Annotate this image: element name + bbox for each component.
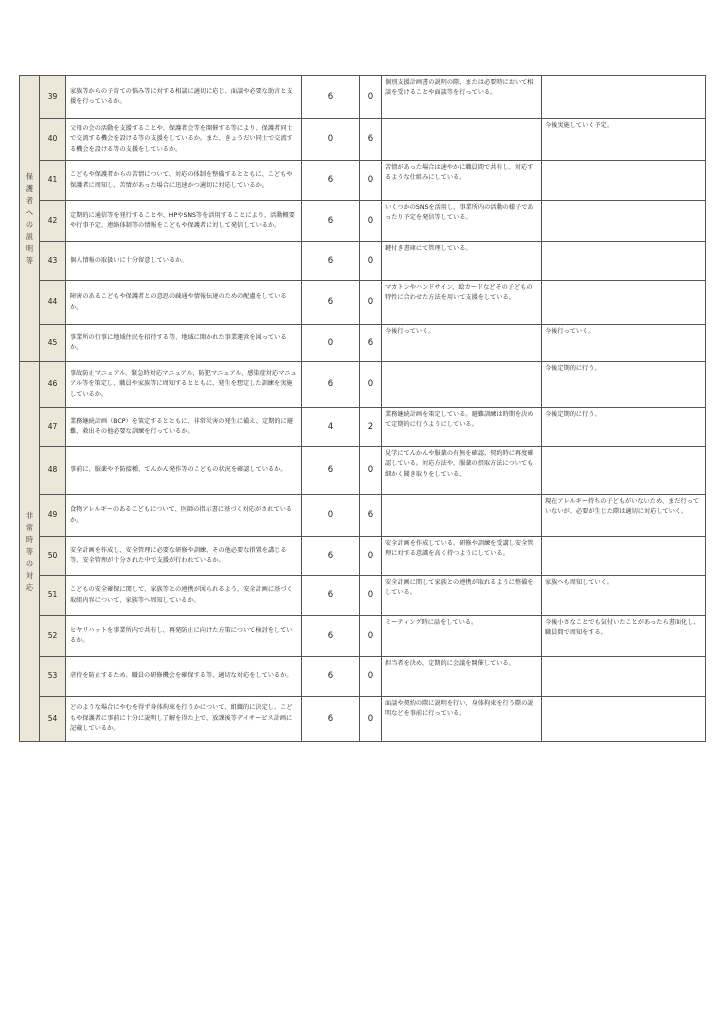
improvement-plan: 今後行っていく。 [542,325,706,362]
improvement-plan [542,697,706,742]
item-text: 定期的に通信等を発行することや、HPやSNS等を活用することにより、活動概要や行事予定、連絡体制等の情報をこどもや保護者に対して発信しているか。 [66,201,302,242]
improvement-plan: 今後定期的に行う。 [542,408,706,447]
no-count: 0 [360,657,382,697]
item-number: 54 [40,697,66,742]
yes-count: 6 [302,161,360,201]
item-number: 50 [40,537,66,576]
item-text: 虐待を防止するため、職員の研修機会を確保する等、適切な対応をしているか。 [66,657,302,697]
table-row [20,697,706,742]
status-note: ミーティング時に話をしている。 [382,616,542,657]
item-text: こどもや保護者からの苦情について、対応の体制を整備するとともに、こどもや保護者に周知し、苦情があった場合に迅速かつ適切に対応しているか。 [66,161,302,201]
improvement-plan: 今後定期的に行う。 [542,362,706,408]
table-row [20,325,706,362]
no-count: 6 [360,495,382,537]
yes-count: 6 [302,616,360,657]
improvement-plan [542,447,706,495]
table-row [20,408,706,447]
section-category [20,76,40,362]
improvement-plan: 今後小さなことでも気付いたことがあったら書面化し、職員間で周知をする。 [542,616,706,657]
yes-count: 6 [302,201,360,242]
status-note: 苦情があった場合は速やかに職員間で共有し、対応するような仕組みにしている。 [382,161,542,201]
item-number: 45 [40,325,66,362]
evaluation-table [19,75,706,742]
section-category [20,362,40,742]
status-note: いくつかのSNSを活用し、事業所内の活動の様子であったり予定を発信等している。 [382,201,542,242]
item-number: 47 [40,408,66,447]
status-note: 安全計画を作成している。研修や訓練を受講し安全管理に対する意識を高く持つようにしている。 [382,537,542,576]
no-count: 6 [360,119,382,161]
item-text: こどもの安全確保に関して、家族等との連携が図られるよう、安全計画に基づく取組内容について、家族等へ周知しているか。 [66,576,302,616]
item-text: 業務継続計画（BCP）を策定するとともに、非常災害の発生に備え、定期的に避難、救出その他必要な訓練を行っているか。 [66,408,302,447]
table-row [20,76,706,119]
status-note: マカトンやハンドサイン、絵カードなどその子どもの特性に合わせた方法を用いて支援をしている。 [382,281,542,325]
item-number: 44 [40,281,66,325]
item-text: 事前に、服薬や予防接種、てんかん発作等のこどもの状況を確認しているか。 [66,447,302,495]
item-text: 父母の会の活動を支援することや、保護者会等を開催する等により、保護者同士で交流する機会を設ける等の支援をしているか。また、きょうだい同士で交流する機会を設ける等の支援をしているか。 [66,119,302,161]
yes-count: 6 [302,242,360,281]
improvement-plan [542,76,706,119]
status-note: 鍵付き書庫にて管理している。 [382,242,542,281]
table-row [20,201,706,242]
item-text: 事業所の行事に地域住民を招待する等、地域に開かれた事業運営を図っているか。 [66,325,302,362]
table-row [20,537,706,576]
no-count: 0 [360,616,382,657]
improvement-plan [542,242,706,281]
improvement-plan [542,537,706,576]
yes-count: 6 [302,76,360,119]
item-text: 家族等からの子育ての悩み等に対する相談に適切に応じ、面談や必要な助言と支援を行っているか。 [66,76,302,119]
yes-count: 0 [302,325,360,362]
improvement-plan: 家族へも周知していく。 [542,576,706,616]
yes-count: 6 [302,281,360,325]
table-row [20,657,706,697]
no-count: 0 [360,201,382,242]
item-text: 安全計画を作成し、安全管理に必要な研修や訓練、その他必要な措置を講じる等、安全管理が十分された中で支援が行われているか。 [66,537,302,576]
status-note [382,119,542,161]
item-number: 40 [40,119,66,161]
status-note: 業務継続計画を策定している。避難訓練は時期を決めて定期的に行うようにしている。 [382,408,542,447]
improvement-plan: 今後実施していく予定。 [542,119,706,161]
yes-count: 6 [302,576,360,616]
yes-count: 6 [302,447,360,495]
status-note: 個別支援計画書の説明の際、または必要時において相談を受けることや面談等を行っている。 [382,76,542,119]
table-row [20,447,706,495]
item-text: 障害のあるこどもや保護者との意思の疎通や情報伝達のための配慮をしているか。 [66,281,302,325]
improvement-plan [542,161,706,201]
no-count: 0 [360,76,382,119]
table-row [20,119,706,161]
item-number: 53 [40,657,66,697]
status-note: 担当者を決め、定期的に会議を開催している。 [382,657,542,697]
item-number: 39 [40,76,66,119]
item-number: 48 [40,447,66,495]
no-count: 0 [360,161,382,201]
yes-count: 6 [302,537,360,576]
no-count: 0 [360,242,382,281]
item-text: 個人情報の取扱いに十分留意しているか。 [66,242,302,281]
status-note: 見学にてんかんや服薬の有無を確認。契約時に再度確認している。対応方法や、服薬の摂取方法についても細かく聞き取りをしている。 [382,447,542,495]
improvement-plan [542,657,706,697]
status-note [382,362,542,408]
item-text: ヒヤリハットを事業所内で共有し、再発防止に向けた方策について検討をしているか。 [66,616,302,657]
no-count: 0 [360,281,382,325]
item-text: 事故防止マニュアル、緊急時対応マニュアル、防犯マニュアル、感染症対応マニュアル等を策定し、職員や家族等に周知するとともに、発生を想定した訓練を実施しているか。 [66,362,302,408]
no-count: 0 [360,697,382,742]
yes-count: 6 [302,362,360,408]
no-count: 2 [360,408,382,447]
improvement-plan: 現在アレルギー持ちの子どもがいないため、まだ行っていないが、必要が生じた際は適切に対応していく。 [542,495,706,537]
no-count: 0 [360,362,382,408]
status-note [382,495,542,537]
no-count: 0 [360,447,382,495]
improvement-plan [542,201,706,242]
status-note: 安全計画に関して家族との連携が取れるように整備をしている。 [382,576,542,616]
item-number: 52 [40,616,66,657]
no-count: 0 [360,576,382,616]
table-row [20,161,706,201]
table-row [20,281,706,325]
no-count: 6 [360,325,382,362]
no-count: 0 [360,537,382,576]
yes-count: 4 [302,408,360,447]
item-number: 49 [40,495,66,537]
item-number: 41 [40,161,66,201]
yes-count: 6 [302,697,360,742]
item-number: 46 [40,362,66,408]
item-number: 42 [40,201,66,242]
item-text: どのような場合にやむを得ず身体拘束を行うかについて、組織的に決定し、こどもや保護者に事前に十分に説明し了解を得た上で、放課後等デイサービス計画に記載しているか。 [66,697,302,742]
yes-count: 0 [302,495,360,537]
yes-count: 0 [302,119,360,161]
table-row [20,616,706,657]
improvement-plan [542,281,706,325]
status-note: 今後行っていく。 [382,325,542,362]
status-note: 面談や契約の際に説明を行い、身体拘束を行う際の説明などを事前に行っている。 [382,697,542,742]
yes-count: 6 [302,657,360,697]
table-row [20,576,706,616]
item-text: 食物アレルギーのあるこどもについて、医師の指示書に基づく対応がされているか。 [66,495,302,537]
item-number: 51 [40,576,66,616]
table-row [20,495,706,537]
section-category-label: 保護者への説明等 [25,171,34,265]
section-category-label: 非常時等の対応 [25,510,34,592]
item-number: 43 [40,242,66,281]
table-row [20,362,706,408]
table-row [20,242,706,281]
